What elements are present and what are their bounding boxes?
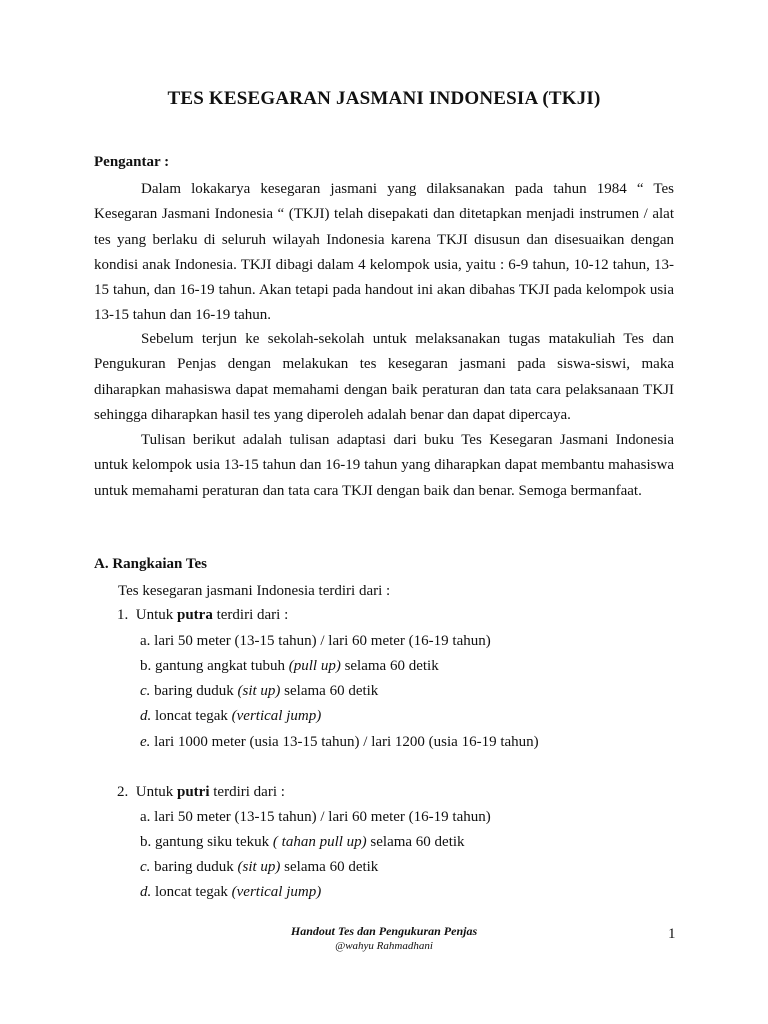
item-label: a. (140, 809, 151, 825)
list-item (140, 631, 491, 651)
section-a-intro: Tes kesegaran jasmani Indonesia terdiri dari : (118, 583, 391, 599)
intro-paragraph-2: Sebelum terjun ke sekolah-sekolah untuk melaksanakan tugas matakuliah Tes dan Pengukuran Penjas dengan melakukan tes kesegaran jasmani pada siswa-siswi, maka diharapkan mahasiswa dapat memahami dengan baik peraturan dan tata cara pelaksanaan TKJI sehingga diharapkan hasil tes yang diperoleh adalah benar dan dapat dipercaya. (94, 331, 674, 423)
item-italic-term: (vertical jump) (231, 708, 322, 724)
item-italic-term: ( tahan pull up) (272, 834, 367, 850)
document-title: TES KESEGARAN JASMANI INDONESIA (TKJI) (167, 88, 601, 109)
list-item (140, 832, 465, 852)
item-text-tail: selama 60 detik (340, 658, 439, 674)
item-text: lari 1000 meter (usia 13-15 tahun) / lari 1200 (usia 16-19 tahun) (154, 734, 539, 750)
list-item (140, 706, 321, 726)
item-label: b. (140, 834, 152, 850)
group-gender: putri (177, 784, 210, 800)
item-text: baring duduk (154, 683, 238, 699)
section-a-heading: A. Rangkaian Tes (94, 556, 207, 572)
group-number: 1. (117, 607, 129, 623)
item-label: d. (140, 884, 152, 900)
item-text: loncat tegak (155, 884, 232, 900)
item-text: gantung angkat tubuh (155, 658, 289, 674)
item-label: d. (140, 708, 152, 724)
group-suffix: terdiri dari : (212, 607, 289, 623)
item-text: gantung siku tekuk (155, 834, 273, 850)
item-label: c. (140, 859, 151, 875)
list-item (140, 882, 321, 902)
item-label: e. (140, 734, 151, 750)
item-text: lari 50 meter (13-15 tahun) / lari 60 meter (16-19 tahun) (154, 633, 491, 649)
intro-paragraph-3: Tulisan berikut adalah tulisan adaptasi dari buku Tes Kesegaran Jasmani Indonesia untuk kelompok usia 13-15 tahun dan 16-19 tahun yang diharapkan dapat membantu mahasiswa untuk memahami peraturan dan tata cara TKJI dengan baik dan benar. Semoga bermanfaat. (94, 432, 674, 499)
list-item (140, 656, 439, 676)
item-text: baring duduk (154, 859, 238, 875)
list-item (140, 681, 378, 701)
item-text-tail: selama 60 detik (280, 859, 379, 875)
intro-label: Pengantar : (94, 154, 170, 170)
item-text-tail: selama 60 detik (280, 683, 379, 699)
group-putra-heading (117, 605, 288, 625)
footer-title: Handout Tes dan Pengukuran Penjas (290, 924, 478, 938)
group-prefix: Untuk (135, 784, 177, 800)
group-putri-heading (117, 782, 285, 802)
item-italic-term: (pull up) (288, 658, 341, 674)
item-text: lari 50 meter (13-15 tahun) / lari 60 meter (16-19 tahun) (154, 809, 491, 825)
page-number: 1 (668, 926, 676, 942)
item-text-tail: selama 60 detik (366, 834, 465, 850)
item-label: b. (140, 658, 152, 674)
item-italic-term: (vertical jump) (231, 884, 322, 900)
group-number: 2. (117, 784, 129, 800)
list-item (140, 857, 378, 877)
group-prefix: Untuk (135, 607, 177, 623)
list-item (140, 807, 491, 827)
item-italic-term: (sit up) (237, 683, 281, 699)
item-text: loncat tegak (155, 708, 232, 724)
group-gender: putra (177, 607, 213, 623)
footer-author: @wahyu Rahmadhani (335, 940, 433, 952)
group-suffix: terdiri dari : (209, 784, 285, 800)
page-footer (0, 924, 768, 953)
list-item (140, 732, 539, 752)
item-label: c. (140, 683, 151, 699)
item-label: a. (140, 633, 151, 649)
intro-paragraph-1: Dalam lokakarya kesegaran jasmani yang dilaksanakan pada tahun 1984 “ Tes Kesegaran Jasmani Indonesia “ (TKJI) telah disepakati dan ditetapkan menjadi instrumen / alat tes yang berlaku di seluruh wilayah Indonesia karena TKJI disusun dan disesuaikan dengan kondisi anak Indonesia. TKJI dibagi dalam 4 kelompok usia, yaitu : 6-9 tahun, 10-12 tahun, 13-15 tahun, dan 16-19 tahun. Akan tetapi pada handout ini akan dibahas TKJI pada kelompok usia 13-15 tahun dan 16-19 tahun. (94, 181, 674, 324)
item-italic-term: (sit up) (237, 859, 281, 875)
